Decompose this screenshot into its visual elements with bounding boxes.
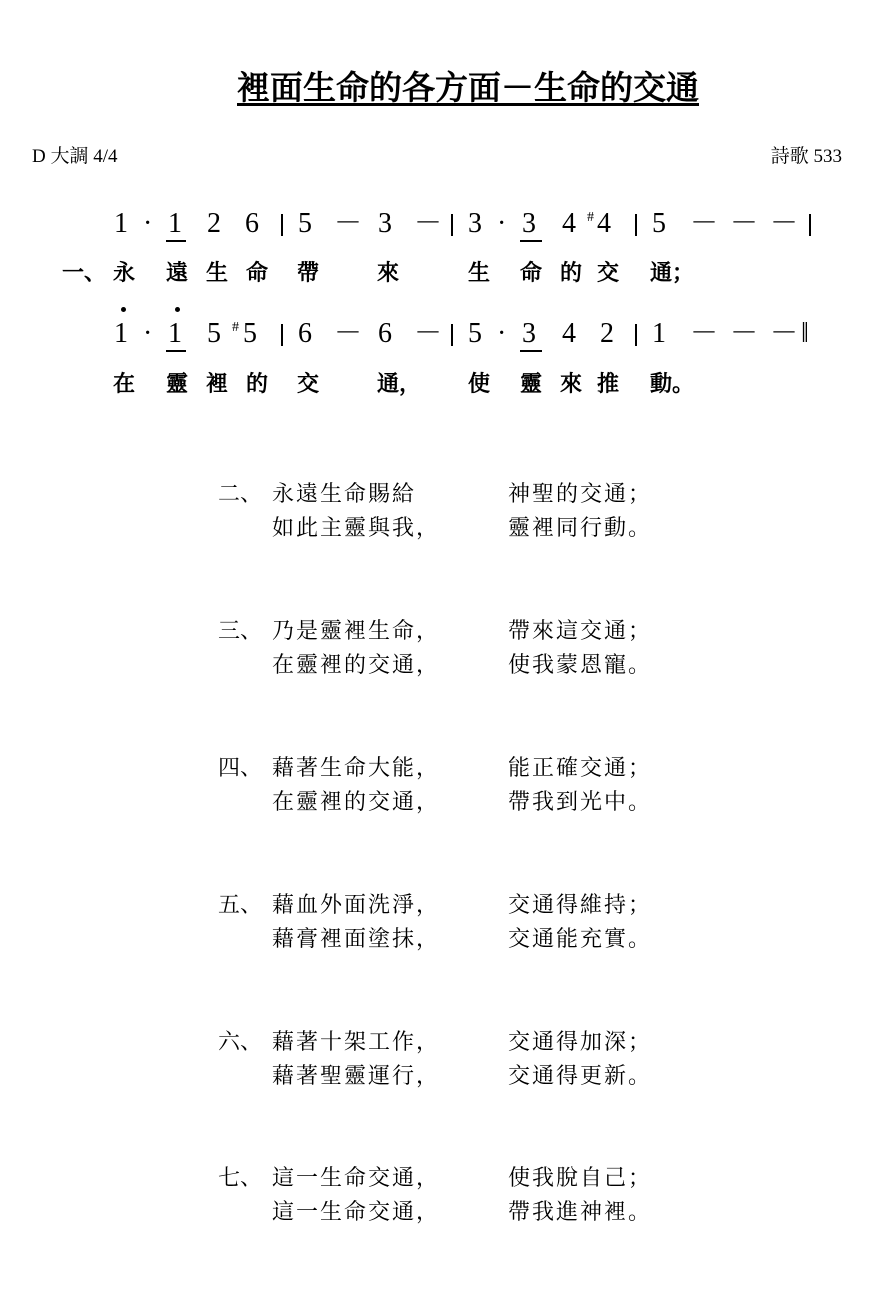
dash: － [730, 318, 759, 349]
hymn-number: 詩歌 533 [770, 146, 842, 167]
bar-line [281, 214, 283, 236]
verse-7 [218, 1161, 678, 1231]
sharp-sign: # [587, 210, 594, 225]
verse-number: 三、 [218, 619, 263, 644]
note: 1 [168, 318, 182, 349]
verse-number: 一、 [62, 260, 107, 286]
verse-line: 帶我進神裡。 [508, 1200, 653, 1225]
dot-extension: · [143, 318, 153, 349]
note: 5 [652, 208, 666, 239]
note: 2 [207, 208, 221, 239]
octave-dot [175, 307, 180, 312]
underline-beam [166, 240, 186, 242]
note: 6 [245, 208, 259, 239]
bar-line [635, 324, 637, 346]
verse-line: 能正確交通； [508, 756, 653, 781]
verse-line: 使我蒙恩寵。 [508, 653, 653, 678]
verse-line: 在靈裡的交通， [272, 653, 441, 678]
bar-line [451, 324, 453, 346]
lyric-char: 命 [520, 260, 543, 286]
verse-line: 藉著聖靈運行， [272, 1064, 441, 1089]
note: 4 [597, 208, 611, 239]
note: 1 [114, 318, 128, 349]
verse-3 [218, 614, 678, 684]
hymn-title: 裡面生命的各方面－生命的交通 [237, 68, 699, 107]
lyric-char: 動。 [650, 371, 695, 397]
note: 2 [600, 318, 614, 349]
lyric-char: 推 [597, 371, 620, 397]
verse-line: 交通得加深； [508, 1030, 653, 1055]
final-bar-line: ‖ [801, 318, 809, 349]
lyric-char: 命 [246, 260, 269, 286]
note: 3 [522, 318, 536, 349]
dash: － [770, 208, 799, 239]
note: 4 [562, 208, 576, 239]
lyric-char: 靈 [520, 371, 543, 397]
sharp-sign: # [232, 320, 239, 335]
verse-line: 藉膏裡面塗抹， [272, 927, 441, 952]
verse-line: 交通得維持； [508, 893, 653, 918]
verse-line: 藉血外面洗淨， [272, 893, 441, 918]
note: 3 [468, 208, 482, 239]
verse-number: 四、 [218, 756, 263, 781]
verse-line: 在靈裡的交通， [272, 790, 441, 815]
lyric-char: 交 [597, 260, 620, 286]
lyric-char: 在 [113, 371, 136, 397]
dash: － [334, 208, 363, 239]
verse-4 [218, 751, 678, 821]
octave-dot [121, 307, 126, 312]
note: 6 [298, 318, 312, 349]
dash: － [770, 318, 799, 349]
verse-line: 乃是靈裡生命， [272, 619, 441, 644]
dash: － [414, 208, 443, 239]
verse-number: 七、 [218, 1166, 263, 1191]
dot-extension: · [497, 318, 507, 349]
verse-line: 這一生命交通， [272, 1166, 441, 1191]
note: 5 [298, 208, 312, 239]
lyric-char: 生 [468, 260, 491, 286]
verse-line: 如此主靈與我， [272, 516, 441, 541]
verse-line: 這一生命交通， [272, 1200, 441, 1225]
note: 5 [468, 318, 482, 349]
dash: － [334, 318, 363, 349]
verse-line: 藉著生命大能， [272, 756, 441, 781]
lyric-char: 通； [650, 260, 695, 286]
verse-line: 神聖的交通； [508, 482, 653, 507]
verse-line: 帶我到光中。 [508, 790, 653, 815]
verse-number: 二、 [218, 482, 263, 507]
dash: － [690, 318, 719, 349]
lyric-char: 生 [206, 260, 229, 286]
note: 5 [243, 318, 257, 349]
verse-line: 永遠生命賜給 [272, 482, 417, 507]
note: 6 [378, 318, 392, 349]
note: 4 [562, 318, 576, 349]
note: 3 [378, 208, 392, 239]
bar-line [451, 214, 453, 236]
underline-beam [166, 350, 186, 352]
key-signature: D 大調 4/4 [32, 146, 118, 167]
lyric-char: 通， [377, 371, 422, 397]
lyric-char: 靈 [166, 371, 189, 397]
verse-line: 使我脫自己； [508, 1166, 653, 1191]
note: 5 [207, 318, 221, 349]
dot-extension: · [143, 208, 153, 239]
note: 3 [522, 208, 536, 239]
verse-number: 五、 [218, 893, 263, 918]
lyric-char: 來 [377, 260, 400, 286]
verse-2 [218, 477, 678, 547]
lyric-char: 的 [560, 260, 583, 286]
dash: － [690, 208, 719, 239]
dash: － [730, 208, 759, 239]
lyric-char: 帶 [297, 260, 320, 286]
verse-line: 靈裡同行動。 [508, 516, 653, 541]
underline-beam [520, 240, 542, 242]
dash: － [414, 318, 443, 349]
bar-line [635, 214, 637, 236]
bar-line [809, 214, 811, 236]
note: 1 [652, 318, 666, 349]
underline-beam [520, 350, 542, 352]
verse-line: 交通能充實。 [508, 927, 653, 952]
verse-6 [218, 1025, 678, 1095]
verse-5 [218, 888, 678, 958]
verse-line: 帶來這交通； [508, 619, 653, 644]
verse-line: 藉著十架工作， [272, 1030, 441, 1055]
lyric-char: 的 [246, 371, 269, 397]
lyric-char: 使 [468, 371, 491, 397]
verse-line: 交通得更新。 [508, 1064, 653, 1089]
lyric-char: 遠 [166, 260, 189, 286]
lyric-char: 交 [297, 371, 320, 397]
dot-extension: · [497, 208, 507, 239]
bar-line [281, 324, 283, 346]
numbered-notation [0, 0, 894, 420]
note: 1 [168, 208, 182, 239]
lyric-char: 永 [113, 260, 136, 286]
lyric-char: 來 [560, 371, 583, 397]
note: 1 [114, 208, 128, 239]
verse-number: 六、 [218, 1030, 263, 1055]
lyric-char: 裡 [206, 371, 229, 397]
